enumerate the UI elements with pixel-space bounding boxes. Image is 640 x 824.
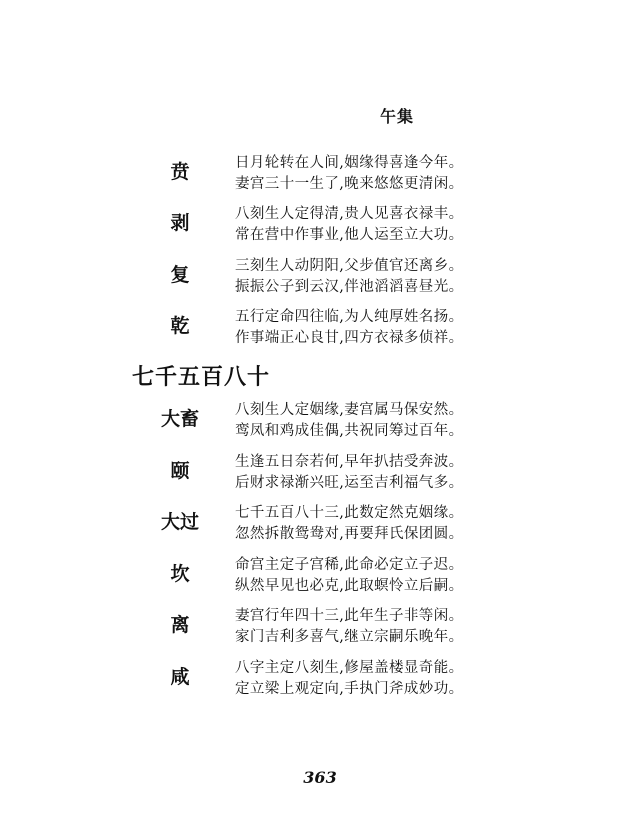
- gua-name: 坎: [170, 563, 190, 585]
- verse-line: 作事端正心良甘,四方衣禄多侦祥。: [235, 330, 464, 346]
- verse-line: 纵然早见也必克,此取螟怜立后嗣。: [235, 578, 464, 594]
- verse-line: 鸾凤和鸡成佳偶,共祝同筹过百年。: [235, 423, 464, 439]
- entry: [0, 555, 640, 599]
- verse: [235, 204, 464, 246]
- entry: [0, 400, 640, 444]
- running-head: 午集: [380, 107, 415, 126]
- verse: [235, 452, 464, 494]
- gua-name: 颐: [170, 460, 190, 482]
- entry: [0, 606, 640, 650]
- section-title: 七千五百八十: [132, 364, 271, 390]
- page-number: 363: [303, 768, 337, 787]
- verse-line: 八刻生人定得清,贵人见喜衣禄丰。: [235, 206, 464, 222]
- entry: [0, 452, 640, 496]
- verse: [235, 555, 464, 597]
- verse-line: 三刻生人动阴阳,父步值官还离乡。: [235, 258, 464, 274]
- verse: [235, 606, 464, 648]
- verse-line: 后财求禄渐兴旺,运至吉利福气多。: [235, 475, 464, 491]
- entry: [0, 153, 640, 197]
- entry: [0, 503, 640, 547]
- gua-name: 复: [170, 264, 190, 286]
- verse-line: 常在营中作事业,他人运至立大功。: [235, 227, 464, 243]
- verse: [235, 503, 464, 545]
- gua-name: 咸: [170, 666, 190, 688]
- verse-line: 妻宫三十一生了,晚来悠悠更清闲。: [235, 176, 464, 192]
- gua-name: 离: [170, 614, 190, 636]
- verse: [235, 256, 464, 298]
- verse-line: 妻宫行年四十三,此年生子非等闲。: [235, 608, 464, 624]
- entry: [0, 204, 640, 248]
- gua-name: 贲: [170, 161, 190, 183]
- gua-name: 剥: [170, 212, 190, 234]
- verse-line: 八字主定八刻生,修屋盖楼显奇能。: [235, 660, 464, 676]
- entry: [0, 256, 640, 300]
- verse-line: 日月轮转在人间,姻缘得喜逢今年。: [235, 155, 464, 171]
- gua-name: 乾: [170, 315, 190, 337]
- verse-line: 振振公子到云汉,伴池滔滔喜昼光。: [235, 279, 464, 295]
- verse: [235, 658, 464, 700]
- verse-line: 七千五百八十三,此数定然克姻缘。: [235, 505, 464, 521]
- entry: [0, 307, 640, 351]
- verse: [235, 153, 464, 195]
- verse: [235, 400, 464, 442]
- verse-line: 八刻生人定姻缘,妻宫属马保安然。: [235, 402, 464, 418]
- verse-line: 忽然拆散鸳鸯对,再要拜氏保团圆。: [235, 526, 464, 542]
- verse-line: 家门吉利多喜气,继立宗嗣乐晚年。: [235, 629, 464, 645]
- verse-line: 生逢五日奈若何,早年扒拮受奔波。: [235, 454, 464, 470]
- gua-name: 大过: [160, 511, 199, 533]
- entry: [0, 658, 640, 702]
- verse: [235, 307, 464, 349]
- verse-line: 五行定命四往临,为人纯厚姓名扬。: [235, 309, 464, 325]
- verse-line: 定立梁上观定向,手执门斧成妙功。: [235, 681, 464, 697]
- verse-line: 命宫主定子宫稀,此命必定立子迟。: [235, 557, 464, 573]
- gua-name: 大畜: [160, 408, 199, 430]
